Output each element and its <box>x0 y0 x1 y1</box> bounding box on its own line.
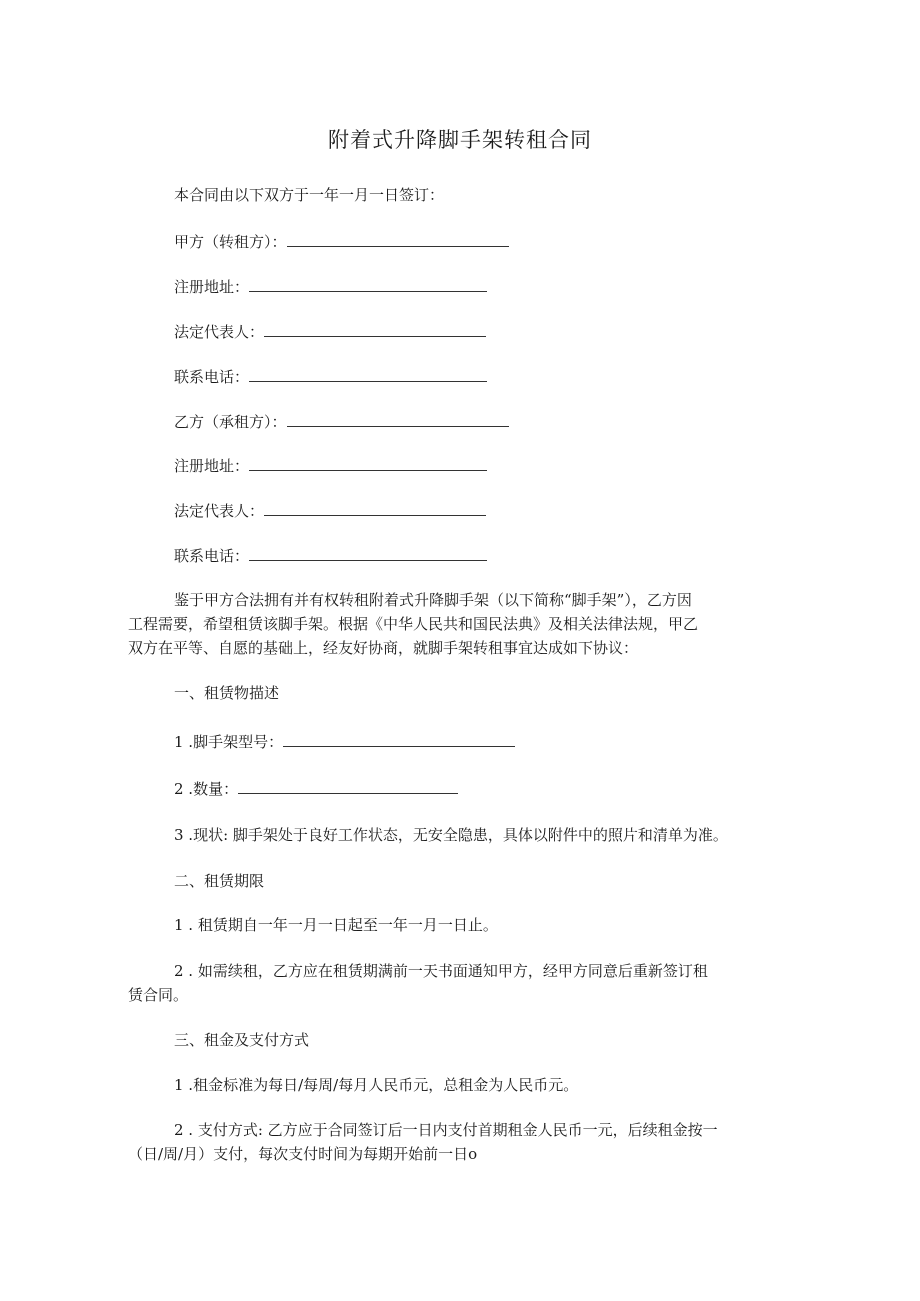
section-2-item-1: 1 . 租赁期自一年一月一日起至一年一月一日止。 <box>174 916 498 934</box>
party-a-phone-blank <box>249 367 487 382</box>
party-a-phone-label: 联系电话： <box>174 368 250 386</box>
party-a-address-field <box>174 277 487 297</box>
party-a-address-label: 注册地址： <box>174 278 250 296</box>
party-a-field <box>174 232 509 252</box>
party-b-address-field <box>174 456 487 476</box>
section-1-item-1-label: 1 .脚手架型号： <box>174 733 284 751</box>
party-a-rep-label: 法定代表人： <box>174 323 265 341</box>
preamble-line-3: 双方在平等、自愿的基础上，经友好协商，就脚手架转租事宜达成如下协议： <box>128 639 639 657</box>
party-b-rep-blank <box>264 501 486 516</box>
section-3-heading: 三、租金及支付方式 <box>174 1031 310 1049</box>
section-1-item-2 <box>174 779 458 799</box>
party-b-phone-label: 联系电话： <box>174 547 250 565</box>
party-b-phone-field <box>174 546 487 566</box>
party-a-label: 甲方（转租方）： <box>174 233 287 251</box>
section-2-heading: 二、租赁期限 <box>174 872 265 890</box>
section-3-item-1: 1 .租金标准为每日/每周/每月人民币元，总租金为人民币元。 <box>174 1076 579 1094</box>
quantity-blank <box>238 779 458 794</box>
party-b-address-blank <box>249 456 487 471</box>
party-a-rep-blank <box>264 322 486 337</box>
party-b-phone-blank <box>249 546 487 561</box>
intro-line: 本合同由以下双方于一年一月一日签订： <box>174 186 445 204</box>
party-b-rep-field <box>174 501 486 521</box>
party-a-address-blank <box>249 277 487 292</box>
section-2-item-2-line-2: 赁合同。 <box>128 986 189 1004</box>
party-b-field <box>174 412 509 432</box>
party-a-phone-field <box>174 367 487 387</box>
party-b-label: 乙方（承租方）： <box>174 413 287 431</box>
section-1-item-3: 3 .现状: 脚手架处于良好工作状态，无安全隐患，具体以附件中的照片和清单为准。 <box>174 826 728 844</box>
preamble-line-2: 工程需要，希望租赁该脚手架。根据《中华人民共和国民法典》及相关法律法规，甲乙 <box>128 615 699 633</box>
party-b-address-label: 注册地址： <box>174 457 250 475</box>
preamble-line-1: 鉴于甲方合法拥有并有权转租附着式升降脚手架（以下简称“脚手架”），乙方因 <box>174 591 692 609</box>
section-3-item-2-line-2: （日/周/月）支付，每次支付时间为每期开始前一日o <box>128 1145 478 1163</box>
party-b-blank <box>287 412 509 427</box>
section-1-item-2-label: 2 .数量： <box>174 780 239 798</box>
section-1-item-1 <box>174 732 515 752</box>
section-1-heading: 一、租赁物描述 <box>174 684 280 702</box>
party-a-blank <box>287 232 509 247</box>
party-b-rep-label: 法定代表人： <box>174 502 265 520</box>
model-blank <box>283 732 515 747</box>
party-a-rep-field <box>174 322 486 342</box>
section-3-item-2-line-1: 2 . 支付方式: 乙方应于合同签订后一日内支付首期租金人民币一元，后续租金按一 <box>174 1121 718 1139</box>
page-title: 附着式升降脚手架转租合同 <box>328 128 592 152</box>
section-2-item-2-line-1: 2 . 如需续租，乙方应在租赁期满前一天书面通知甲方，经甲方同意后重新签订租 <box>174 962 708 980</box>
